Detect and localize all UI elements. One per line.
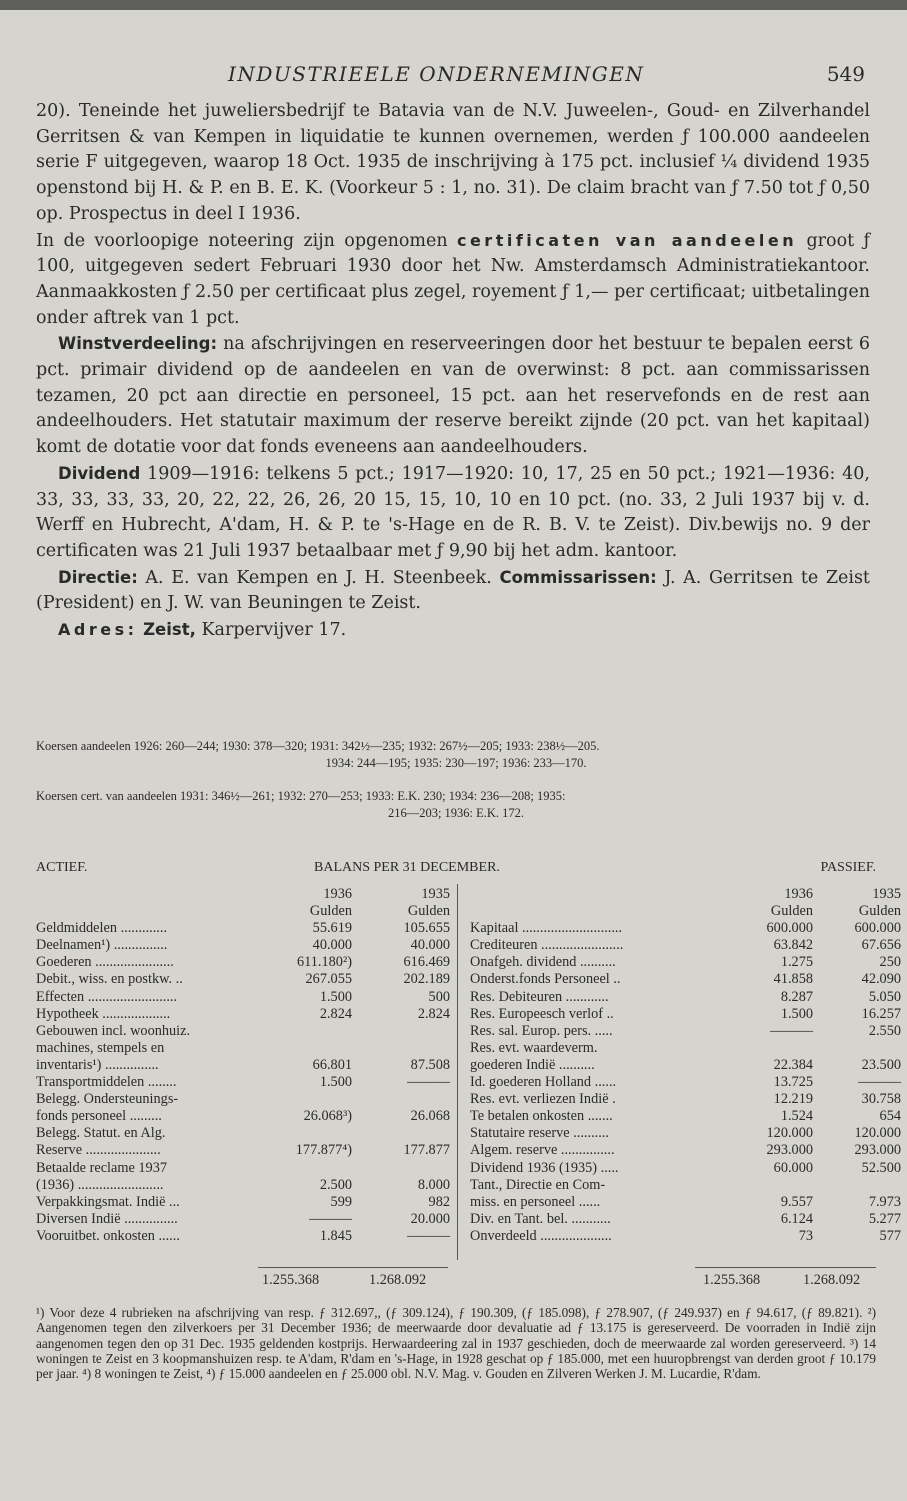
running-header xyxy=(0,60,907,90)
passief-cell-1936: 60.000 xyxy=(773,1159,813,1176)
paragraph-dividend xyxy=(36,461,870,565)
actief-row xyxy=(36,920,450,937)
actief-cell-1935 xyxy=(352,1023,450,1040)
passief-cell-1936: 1.524 xyxy=(780,1108,813,1125)
dividend-text: 1909—1916: telkens 5 pct.; 1917—1920: 10, 17, 25 en 50 pct.; 1921—1936: 40, 33, 33, 33, 33, 20, 22, 22, 26, 26, 20 15, 15, 10, 10 en 10 pct. (no. 33, 2 Juli 1937 bij v. d. Werff en Hubrecht, A'dam, H. & P. te 's-Hage en de R. B. V. te Zeist). Div.bewijs no. 9 der certificaten was 21 Juli 1937 betaalbaar met ƒ 9,90 bij het adm. kantoor. xyxy=(36,463,870,561)
footnotes: ¹) Voor deze 4 rubrieken na afschrijving van resp. ƒ 312.697,, (ƒ 309.124), ƒ 190.309, (ƒ 185.098), ƒ 278.907, (ƒ 249.937) en ƒ 94.617, (ƒ 89.821). ²) Aangenomen tegen den zilverkoers per 31 December 1936; de meerwaarde door devaluatie ad ƒ 13.175 is gereserveerd. De voorraden in Indië zijn aangenomen tegen den op 31 Dec. 1935 geldenden kostprijs. Herwaardeering zal in 1937 geschieden, doch de meerwaarde zal worden gereserveerd. ³) 14 woningen te Zeist en 3 koopmanshuizen resp. te A'dam, R'dam en 's-Hage, in 1928 geschat op ƒ 185.000, met een huuropbrengst van derden groot ƒ 10.179 per jaar. ⁴) 8 woningen te Zeist, ⁴) ƒ 15.000 aandeelen en ƒ 25.000 obl. N.V. Mag. v. Gouden en Zilveren Werken J. M. Lucardie, R'dam. xyxy=(36,1305,876,1382)
passief-row xyxy=(470,954,901,971)
actief-cell-1936: 599 xyxy=(330,1193,352,1210)
passief-cell-label: Statutaire reserve .......... xyxy=(470,1125,609,1142)
passief-row xyxy=(470,989,901,1006)
koersen-cert-line1: Koersen cert. van aandeelen 1931: 346½—261; 1932: 270—253; 1933: E.K. 230; 1934: 236—208; 1935: xyxy=(36,789,566,803)
directie-text: A. E. van Kempen en J. H. Steenbeek. xyxy=(145,567,492,588)
passief-cell-1935: 42.090 xyxy=(861,971,901,988)
passief-label: PASSIEF. xyxy=(820,860,876,875)
passief-cell-1935: 52.500 xyxy=(861,1159,901,1176)
passief-cell-label: Res. Debiteuren ............ xyxy=(470,988,609,1005)
paragraph-directie xyxy=(36,565,870,617)
passief-cell-1936: 293.000 xyxy=(766,1142,813,1159)
actief-cell-label: Effecten ......................... xyxy=(36,988,178,1005)
passief-row xyxy=(470,920,901,937)
passief-cell-label: Te betalen onkosten ....... xyxy=(470,1108,613,1125)
passief-cell-label: Onverdeeld .................... xyxy=(470,1227,612,1244)
passief-cell-1935 xyxy=(813,1177,901,1194)
passief-row xyxy=(470,1211,901,1228)
actief-cell-1935 xyxy=(352,1040,450,1057)
actief-cell-1935: Gulden xyxy=(407,903,450,920)
paragraph-winstverdeeling xyxy=(36,331,870,461)
passief-cell-label: Id. goederen Holland ...... xyxy=(470,1074,617,1091)
dividend-label: Dividend xyxy=(58,463,141,483)
actief-row xyxy=(36,886,450,903)
passief-cell-1935: 120.000 xyxy=(854,1125,901,1142)
actief-cell-label: Goederen ...................... xyxy=(36,954,174,971)
passief-row xyxy=(470,886,901,903)
passief-cell-1936: 9.557 xyxy=(780,1193,813,1210)
actief-cell-1936: 66.801 xyxy=(312,1056,352,1073)
actief-cell-label: Debit., wiss. en postkw. .. xyxy=(36,971,183,988)
actief-cell-1936: 1.845 xyxy=(319,1227,352,1244)
actief-total-1935: 1.268.092 xyxy=(369,1272,427,1288)
actief-cell-1936: 2.824 xyxy=(319,1005,352,1022)
actief-cell-label: (1936) ........................ xyxy=(36,1176,164,1193)
paragraph-issue: 20). Teneinde het juweliersbedrijf te Batavia van de N.V. Juweelen-, Goud- en Zilverhandel Gerritsen & van Kempen in liquidatie te kunnen overnemen, werden ƒ 100.000 aandeelen serie F uitgegeven, waarop 18 Oct. 1935 de inschrijving à 175 pct. inclusief ¼ dividend 1935 openstond bij H. & P. en B. E. K. (Voorkeur 5 : 1, no. 31). De claim bracht van ƒ 7.50 tot ƒ 0,50 op. Prospectus in deel I 1936. xyxy=(36,101,870,224)
passief-cell-1935: 7.973 xyxy=(868,1193,901,1210)
paragraph-certificates xyxy=(36,228,870,332)
actief-row xyxy=(36,1023,450,1040)
actief-cell-1936 xyxy=(248,1091,352,1108)
passief-row xyxy=(470,1194,901,1211)
passief-cell-1936: 1936 xyxy=(784,886,813,902)
passief-cell-1935: 2.550 xyxy=(868,1022,901,1039)
actief-row xyxy=(36,1040,450,1057)
passief-cell-label: Div. en Tant. bel. ........... xyxy=(470,1210,611,1227)
adres-text: Karpervijver 17. xyxy=(201,620,347,641)
passief-cell-1936: 73 xyxy=(798,1227,813,1244)
actief-cell-1936: 40.000 xyxy=(312,937,352,954)
passief-cell-label xyxy=(470,886,695,903)
actief-cell-1935 xyxy=(352,1160,450,1177)
actief-cell-1935: 500 xyxy=(428,988,450,1005)
actief-cell-1935: 616.469 xyxy=(403,954,450,971)
actief-cell-1936: 1936 xyxy=(323,886,352,902)
passief-cell-1936: 22.384 xyxy=(773,1056,813,1073)
passief-cell-label: Algem. reserve ............... xyxy=(470,1142,615,1159)
passief-cell-1935: ——— xyxy=(858,1074,901,1091)
balance-title: BALANS PER 31 DECEMBER. xyxy=(314,860,500,875)
actief-table xyxy=(36,886,450,1245)
passief-cell-1935: 1935 xyxy=(872,886,901,902)
actief-cell-1935: 26.068 xyxy=(410,1108,450,1125)
actief-cell-1936: ——— xyxy=(309,1210,352,1227)
actief-cell-1935 xyxy=(352,1091,450,1108)
passief-cell-1935: 654 xyxy=(879,1108,901,1125)
actief-row xyxy=(36,937,450,954)
actief-row xyxy=(36,1108,450,1125)
passief-cell-label: Res. Europeesch verlof .. xyxy=(470,1005,614,1022)
actief-cell-label: machines, stempels en xyxy=(36,1039,165,1056)
passief-row xyxy=(470,1177,901,1194)
passief-cell-1935: 30.758 xyxy=(861,1091,901,1108)
actief-row xyxy=(36,903,450,920)
actief-cell-1935: 202.189 xyxy=(403,971,450,988)
actief-cell-1935: 40.000 xyxy=(410,937,450,954)
actief-cell-1936 xyxy=(248,1040,352,1057)
actief-cell-1935: ——— xyxy=(407,1074,450,1091)
passief-cell-1935: 5.277 xyxy=(868,1210,901,1227)
actief-cell-label: Belegg. Ondersteunings- xyxy=(36,1091,179,1108)
actief-cell-label: fonds personeel ......... xyxy=(36,1108,162,1125)
passief-row xyxy=(470,971,901,988)
certificates-intro: In de voorloopige noteering zijn opgenomen xyxy=(36,230,448,251)
actief-row xyxy=(36,1057,450,1074)
passief-cell-label: Res. evt. verliezen Indië . xyxy=(470,1091,616,1108)
actief-cell-1935: 8.000 xyxy=(417,1176,450,1193)
passief-row xyxy=(470,1142,901,1159)
passief-cell-1935: 23.500 xyxy=(861,1056,901,1073)
actief-row xyxy=(36,1125,450,1142)
passief-cell-1936: 12.219 xyxy=(773,1091,813,1108)
actief-row xyxy=(36,1211,450,1228)
actief-cell-1935: 105.655 xyxy=(403,920,450,937)
actief-cell-label: Deelnamen¹) ............... xyxy=(36,937,168,954)
koersen-aandeelen xyxy=(36,738,876,772)
actief-row xyxy=(36,1091,450,1108)
passief-row xyxy=(470,903,901,920)
passief-row xyxy=(470,1040,901,1057)
passief-cell-label: goederen Indië .......... xyxy=(470,1056,595,1073)
passief-cell-1935: 577 xyxy=(879,1227,901,1244)
actief-cell-label: Gebouwen incl. woonhuiz. xyxy=(36,1022,191,1039)
actief-row xyxy=(36,971,450,988)
actief-cell-1936: 55.619 xyxy=(312,920,352,937)
balance-header xyxy=(36,860,876,880)
actief-cell-label: Betaalde reclame 1937 xyxy=(36,1159,167,1176)
actief-total-1936: 1.255.368 xyxy=(262,1272,320,1288)
passief-table xyxy=(470,886,901,1245)
certificates-text: groot ƒ 100, uitgegeven sedert Februari 1930 door het Nw. Amsterdamsch Administratiekantoor. Aanmaakkosten ƒ 2.50 per certificaat plus zegel, royement ƒ 1,— per certificaat; uitbetalingen onder aftrek van 1 pct. xyxy=(36,230,870,328)
actief-cell-label: Geldmiddelen ............. xyxy=(36,920,168,937)
body-text xyxy=(36,99,870,644)
koersen-aandeelen-line2: 1934: 244—195; 1935: 230—197; 1936: 233—170. xyxy=(325,756,587,770)
actief-row xyxy=(36,1194,450,1211)
passief-cell-1936 xyxy=(695,1177,813,1194)
passief-cell-1935: Gulden xyxy=(858,903,901,920)
actief-row xyxy=(36,1074,450,1091)
actief-cell-label xyxy=(36,886,248,903)
passief-cell-label: Onafgeh. dividend .......... xyxy=(470,954,616,971)
passief-cell-1935: 250 xyxy=(879,954,901,971)
passief-cell-label: Kapitaal ............................ xyxy=(470,920,623,937)
actief-cell-1935: 20.000 xyxy=(410,1210,450,1227)
passief-row xyxy=(470,1074,901,1091)
passief-row xyxy=(470,1006,901,1023)
passief-cell-label: Dividend 1936 (1935) ..... xyxy=(470,1159,619,1176)
passief-cell-1935: 600.000 xyxy=(854,920,901,937)
actief-cell-1936: 26.068³) xyxy=(303,1108,352,1125)
passief-total-1936: 1.255.368 xyxy=(703,1272,761,1288)
actief-total-rule xyxy=(258,1267,448,1268)
actief-cell-1935: 177.877 xyxy=(403,1142,450,1159)
passief-cell-1936: 8.287 xyxy=(780,988,813,1005)
actief-cell-1936: 1.500 xyxy=(319,988,352,1005)
adres-label: Adres: xyxy=(58,620,138,640)
running-title: INDUSTRIEELE ONDERNEMINGEN xyxy=(228,62,645,86)
passief-cell-label: Crediteuren ....................... xyxy=(470,937,624,954)
actief-cell-1935: 1935 xyxy=(421,886,450,902)
passief-cell-label: miss. en personeel ...... xyxy=(470,1193,601,1210)
actief-cell-label: Reserve ..................... xyxy=(36,1142,161,1159)
passief-cell-1935: 293.000 xyxy=(854,1142,901,1159)
passief-cell-1936 xyxy=(695,1040,813,1057)
passief-cell-1936: 63.842 xyxy=(773,937,813,954)
actief-cell-1936 xyxy=(248,1125,352,1142)
actief-cell-label: Vooruitbet. onkosten ...... xyxy=(36,1227,180,1244)
passief-cell-1935: 5.050 xyxy=(868,988,901,1005)
commissarissen-label: Commissarissen: xyxy=(499,567,657,587)
certificates-keyword: certificaten van aandeelen xyxy=(456,230,798,250)
passief-cell-1935: 16.257 xyxy=(861,1005,901,1022)
passief-cell-label xyxy=(470,903,695,920)
adres-city: Zeist, xyxy=(143,620,196,640)
passief-row xyxy=(470,937,901,954)
passief-total-1935: 1.268.092 xyxy=(803,1272,861,1288)
actief-cell-1935 xyxy=(352,1125,450,1142)
actief-row xyxy=(36,1006,450,1023)
actief-cell-label xyxy=(36,903,248,920)
passief-cell-1936: 13.725 xyxy=(773,1074,813,1091)
actief-label: ACTIEF. xyxy=(36,860,88,875)
passief-cell-1936: 6.124 xyxy=(780,1210,813,1227)
actief-cell-1936: Gulden xyxy=(309,903,352,920)
actief-cell-label: Hypotheek ................... xyxy=(36,1005,171,1022)
passief-cell-1936: 41.858 xyxy=(773,971,813,988)
passief-cell-label: Onderst.fonds Personeel .. xyxy=(470,971,621,988)
commissarissen-text: J. A. Gerritsen te Zeist (President) en J. W. van Beuningen te Zeist. xyxy=(36,567,870,614)
actief-cell-label: inventaris¹) ............... xyxy=(36,1056,159,1073)
passief-cell-1935 xyxy=(813,1040,901,1057)
actief-cell-1935: ——— xyxy=(407,1227,450,1244)
actief-row xyxy=(36,954,450,971)
passief-row xyxy=(470,1023,901,1040)
winstverdeeling-text: na afschrijvingen en reserveeringen door het bestuur te bepalen eerst 6 pct. primair dividend op de aandeelen en van de overwinst: 8 pct. aan commissarissen tezamen, 20 pct aan directie en personeel, 15 pct. aan het reservefonds en de rest aan andeelhouders. Het statutair maximum der reserve bereikt zijnde (20 pct. van het kapitaal) komt de dotatie voor dat fonds eveneens aan aandeelhouders. xyxy=(36,334,870,458)
actief-cell-1936: 1.500 xyxy=(319,1074,352,1091)
passief-cell-1936: 120.000 xyxy=(766,1125,813,1142)
directie-label: Directie: xyxy=(58,567,138,587)
balance-divider xyxy=(457,884,458,1260)
actief-cell-1936 xyxy=(248,1160,352,1177)
passief-cell-label: Tant., Directie en Com- xyxy=(470,1176,606,1193)
actief-cell-1936: 2.500 xyxy=(319,1176,352,1193)
actief-row xyxy=(36,1177,450,1194)
actief-cell-label: Verpakkingsmat. Indië ... xyxy=(36,1193,180,1210)
passief-row xyxy=(470,1057,901,1074)
passief-row xyxy=(470,1160,901,1177)
passief-row xyxy=(470,1091,901,1108)
koersen-aandeelen-line1: Koersen aandeelen 1926: 260—244; 1930: 378—320; 1931: 342½—235; 1932: 267½—205; 1933: 238½—205. xyxy=(36,739,600,753)
passief-total-rule xyxy=(695,1267,876,1268)
actief-cell-label: Diversen Indië ............... xyxy=(36,1210,178,1227)
passief-cell-1936: ——— xyxy=(770,1022,813,1039)
passief-row xyxy=(470,1125,901,1142)
passief-cell-1936: 1.275 xyxy=(780,954,813,971)
paragraph-adres xyxy=(36,617,870,644)
actief-cell-1935: 2.824 xyxy=(417,1005,450,1022)
passief-row xyxy=(470,1108,901,1125)
actief-row xyxy=(36,1228,450,1245)
actief-row xyxy=(36,989,450,1006)
actief-cell-1935: 87.508 xyxy=(410,1056,450,1073)
actief-row xyxy=(36,1160,450,1177)
page-number: 549 xyxy=(826,62,865,86)
passief-cell-1936: 1.500 xyxy=(780,1005,813,1022)
actief-cell-label: Belegg. Statut. en Alg. xyxy=(36,1125,166,1142)
actief-row xyxy=(36,1142,450,1159)
passief-row xyxy=(470,1228,901,1245)
passief-cell-1936: 600.000 xyxy=(766,920,813,937)
actief-cell-1936: 611.180²) xyxy=(297,954,352,971)
passief-cell-label: Res. evt. waardeverm. xyxy=(470,1039,598,1056)
passief-cell-label: Res. sal. Europ. pers. ..... xyxy=(470,1022,613,1039)
actief-cell-1936: 267.055 xyxy=(305,971,352,988)
actief-cell-1935: 982 xyxy=(428,1193,450,1210)
koersen-certificaten xyxy=(36,788,876,822)
winstverdeeling-label: Winstverdeeling: xyxy=(58,334,218,354)
passief-cell-1936: Gulden xyxy=(770,903,813,920)
koersen-cert-line2: 216—203; 1936: E.K. 172. xyxy=(387,806,525,820)
actief-cell-1936: 177.877⁴) xyxy=(295,1142,352,1159)
actief-cell-label: Transportmiddelen ........ xyxy=(36,1074,177,1091)
passief-cell-1935: 67.656 xyxy=(861,937,901,954)
actief-cell-1936 xyxy=(248,1023,352,1040)
